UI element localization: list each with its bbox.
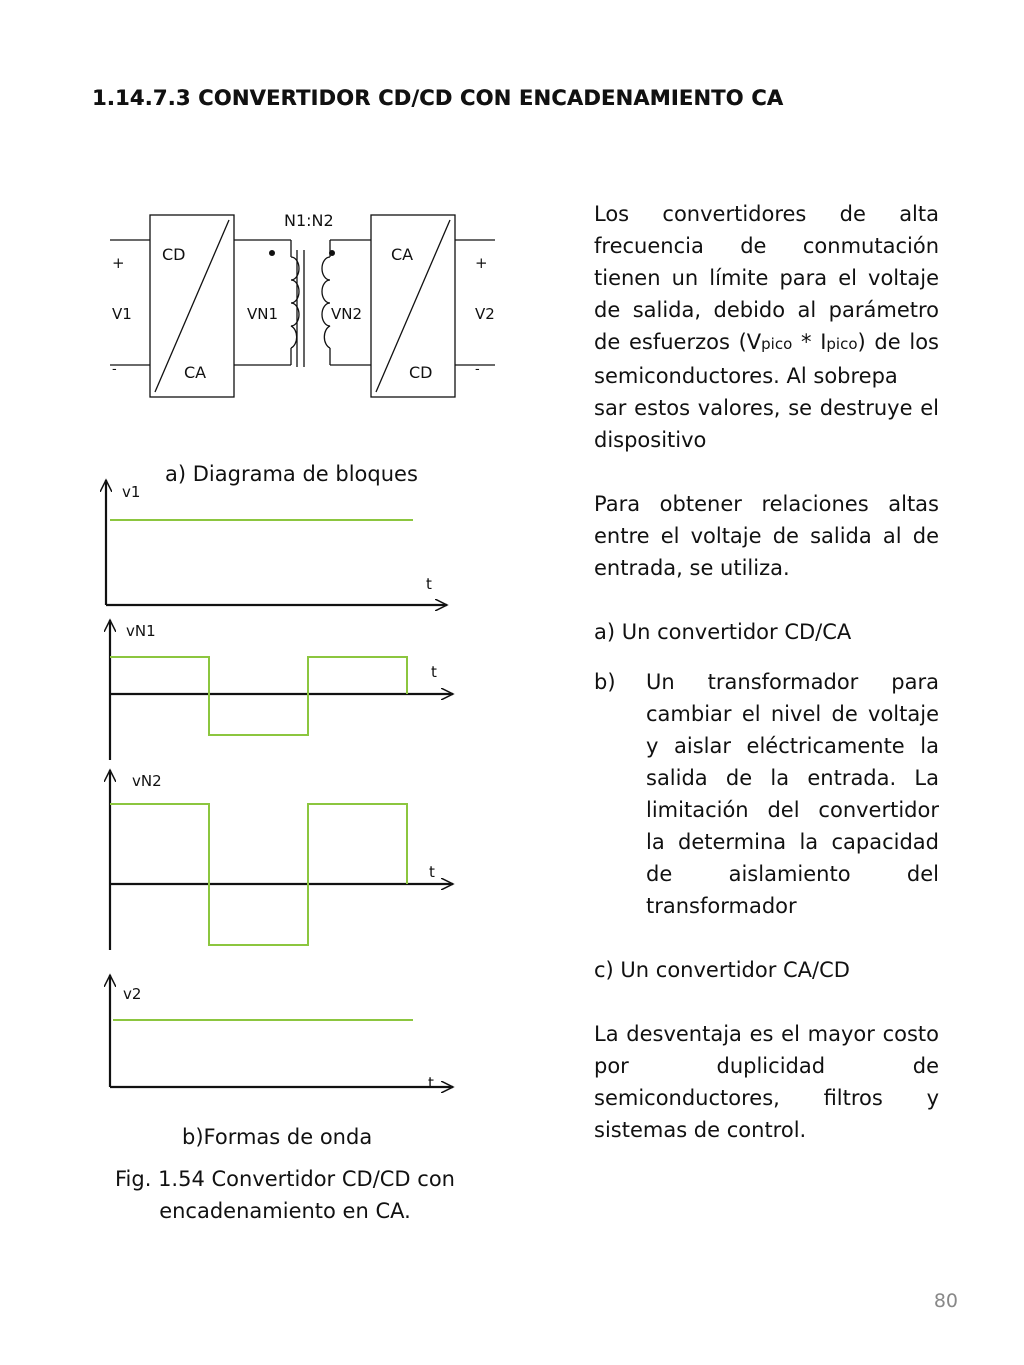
- svg-text:vN2: vN2: [132, 772, 162, 790]
- paragraph-high-ratios: Para obtener relaciones altas entre el voltaje de salida al de entrada, se utiliza.: [594, 492, 939, 580]
- vn2-plot: [110, 770, 453, 950]
- figure-caption: [100, 1163, 470, 1227]
- list-item-c: c) Un convertidor CA/CD: [594, 958, 850, 982]
- page-number: 80: [933, 1290, 958, 1312]
- v2-minus: -: [475, 362, 480, 377]
- v1-plot: [106, 480, 447, 605]
- vn1-plot: [110, 620, 453, 760]
- svg-text:v2: v2: [123, 985, 142, 1003]
- section-title: 1.14.7.3 CONVERTIDOR CD/CD CON ENCADENAMIENTO CA: [92, 86, 784, 110]
- vn2-trace: [110, 804, 407, 945]
- svg-text:CA: CA: [184, 363, 207, 382]
- v1-minus: -: [112, 362, 117, 377]
- polarity-dot-primary: [269, 250, 275, 256]
- secondary-coil: [322, 257, 330, 348]
- vn1-label: VN1: [247, 305, 279, 323]
- polarity-dot-secondary: [329, 250, 335, 256]
- svg-text:t: t: [429, 863, 435, 881]
- paragraph-stress-limit: Los convertidores de alta frecuencia de conmutación tienen un límite para el voltaje de salida, debido al parámetro de esfuerzos (Vpico * Ipico) de los semiconductores. Al sobrepa sar estos valores, se destruye el dispositivo: [594, 202, 939, 452]
- block-diagram-caption: a) Diagrama de bloques: [165, 462, 418, 486]
- svg-text:CD: CD: [409, 363, 433, 382]
- svg-text:t: t: [428, 1074, 434, 1092]
- v2-label: V2: [475, 305, 495, 323]
- vn2-label: VN2: [331, 305, 363, 323]
- svg-text:CD: CD: [162, 245, 186, 264]
- v1-label: V1: [112, 305, 132, 323]
- v1-plus: +: [112, 254, 125, 272]
- v2-plus: +: [475, 254, 488, 272]
- svg-text:v1: v1: [122, 483, 141, 501]
- svg-text:t: t: [426, 575, 432, 593]
- figure-caption-line1: Fig. 1.54 Convertidor CD/CD con: [115, 1167, 455, 1191]
- vn1-trace: [110, 657, 407, 735]
- svg-text:CA: CA: [391, 245, 414, 264]
- svg-text:vN1: vN1: [126, 622, 156, 640]
- paragraph-disadvantage: La desventaja es el mayor costo por duplicidad de semiconductores, filtros y sistemas de control.: [594, 1022, 939, 1142]
- turns-ratio-label: N1:N2: [284, 211, 334, 230]
- v2-plot: [110, 975, 453, 1092]
- body-text: [594, 198, 939, 1178]
- list-item-b: b) Un transformador para cambiar el nivel de voltaje y aislar eléctricamente la salida de la entrada. La limitación del convertidor la determina la capacidad de aislamiento del transformador: [594, 670, 939, 918]
- figure-caption-line2: encadenamiento en CA.: [159, 1199, 411, 1223]
- primary-coil: [291, 257, 299, 348]
- block-diagram: [100, 195, 510, 405]
- list-item-a: a) Un convertidor CD/CA: [594, 620, 852, 644]
- svg-text:t: t: [431, 663, 437, 681]
- waveforms: [95, 470, 465, 1095]
- waveforms-caption: b)Formas de onda: [182, 1125, 373, 1149]
